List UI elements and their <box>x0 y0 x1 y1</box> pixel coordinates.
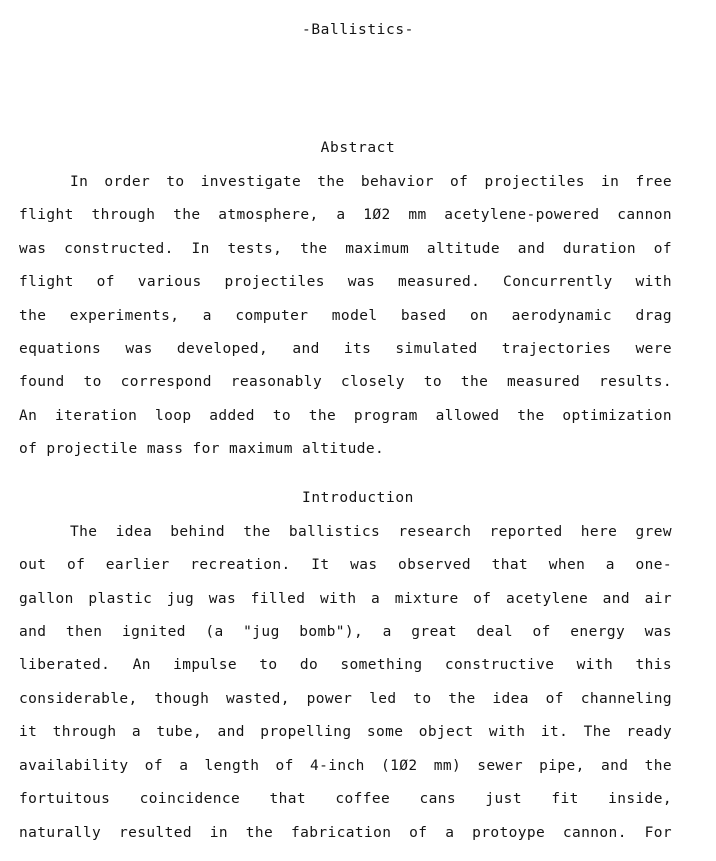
introduction-line-9: fortuitous coincidence that coffee cans just fit inside, <box>19 791 672 807</box>
running-title: -Ballistics- <box>302 22 414 38</box>
abstract-heading: Abstract <box>320 140 396 156</box>
abstract-line-8: An iteration loop added to the program allowed the optimization <box>19 408 672 424</box>
introduction-line-10: naturally resulted in the fabrication of a protoype cannon. For <box>19 825 672 841</box>
abstract-line-5: the experiments, a computer model based on aerodynamic drag <box>19 308 672 324</box>
introduction-line-7: it through a tube, and propelling some object with it. The ready <box>19 724 672 740</box>
abstract-line-4: flight of various projectiles was measured. Concurrently with <box>19 274 672 290</box>
introduction-line-5: liberated. An impulse to do something constructive with this <box>19 657 672 673</box>
abstract-line-6: equations was developed, and its simulated trajectories were <box>19 341 672 357</box>
abstract-line-7: found to correspond reasonably closely to the measured results. <box>19 374 672 390</box>
abstract-line-3: was constructed. In tests, the maximum altitude and duration of <box>19 241 672 257</box>
introduction-line-1: The idea behind the ballistics research reported here grew <box>70 524 672 540</box>
introduction-line-4: and then ignited (a "jug bomb"), a great deal of energy was <box>19 624 672 640</box>
introduction-line-2: out of earlier recreation. It was observed that when a one- <box>19 557 672 573</box>
abstract-line-1: In order to investigate the behavior of projectiles in free <box>70 174 672 190</box>
abstract-line-9: of projectile mass for maximum altitude. <box>19 441 385 457</box>
introduction-line-3: gallon plastic jug was filled with a mixture of acetylene and air <box>19 591 672 607</box>
introduction-line-6: considerable, though wasted, power led to the idea of channeling <box>19 691 672 707</box>
introduction-heading: Introduction <box>302 490 414 506</box>
abstract-line-2: flight through the atmosphere, a 1Ø2 mm acetylene-powered cannon <box>19 207 672 223</box>
introduction-line-8: availability of a length of 4-inch (1Ø2 mm) sewer pipe, and the <box>19 758 672 774</box>
